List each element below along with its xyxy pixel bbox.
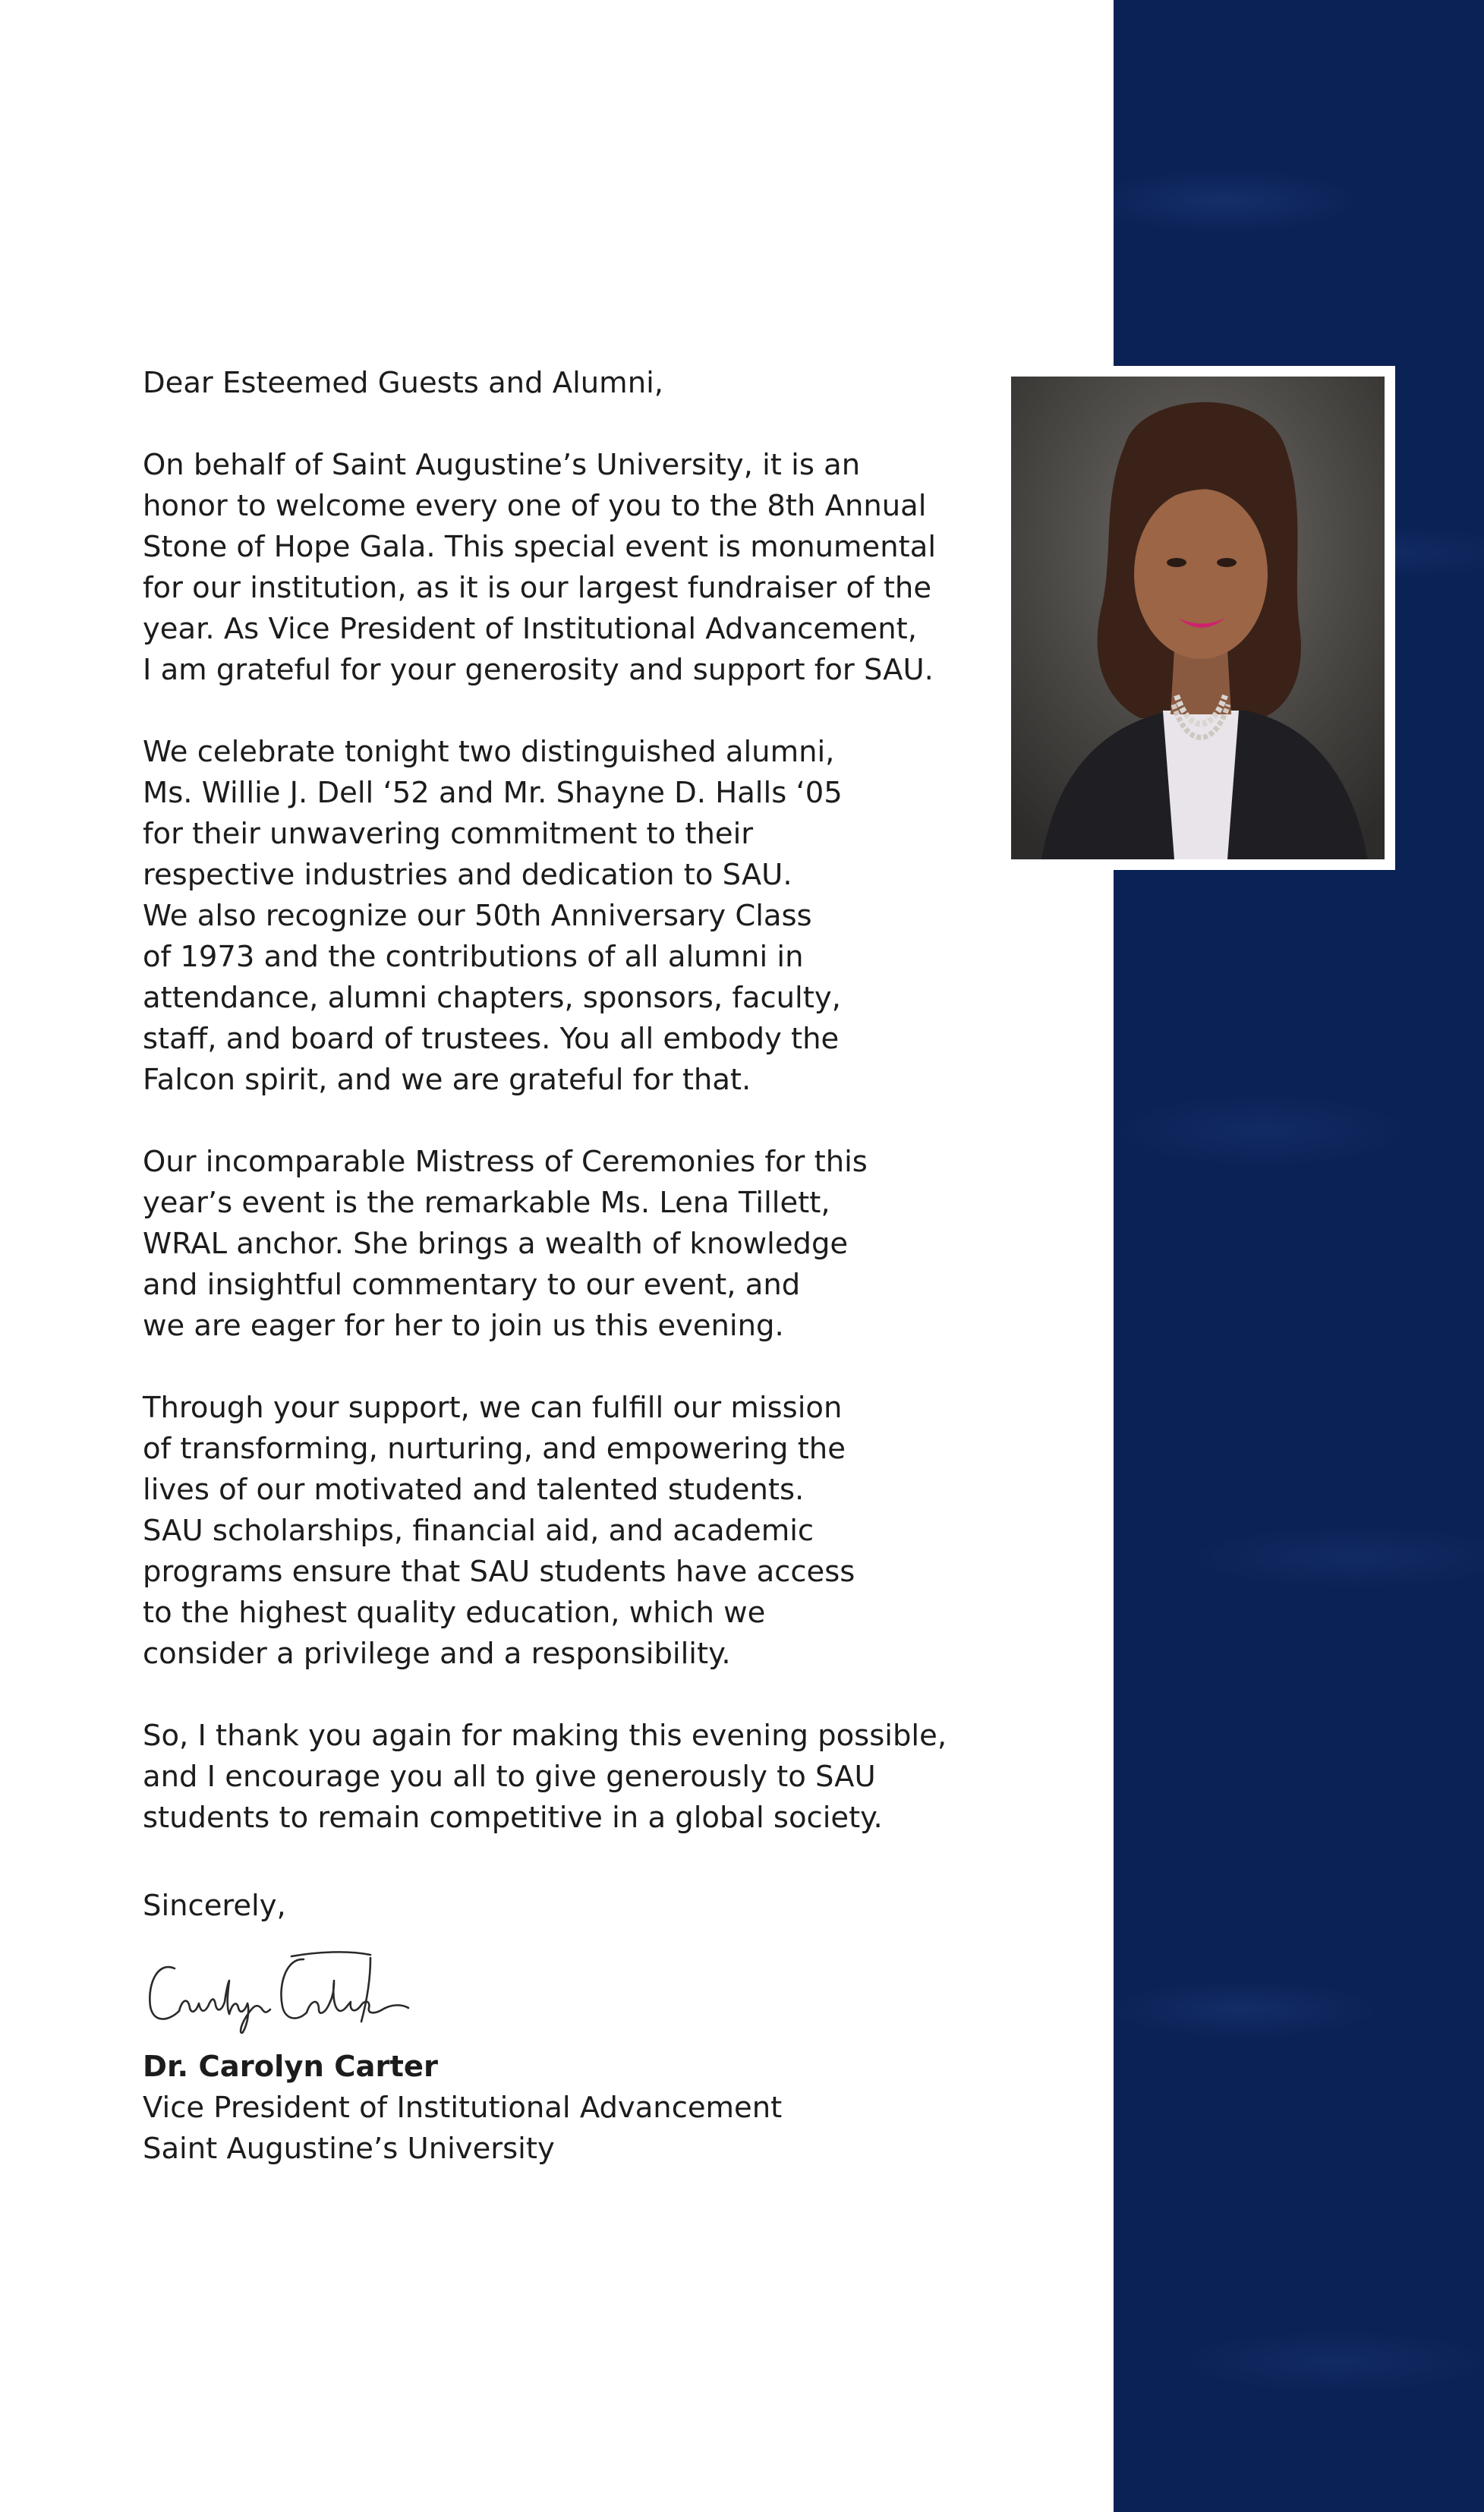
signer-name: Dr. Carolyn Carter — [143, 2050, 438, 2084]
handwritten-signature — [143, 1938, 439, 2037]
paragraph-3: Our incomparable Mistress of Ceremonies for this year’s event is the remarkable Ms. Lena Tillett, WRAL anchor. She brings a wealth of knowledge and insightful commentary to our event, and we are eager for her to join us this evening. — [143, 1145, 868, 1343]
paragraph-1: On behalf of Saint Augustine’s University, it is an honor to welcome every one of you to the 8th Annual Stone of Hope Gala. This special event is monumental for our institution, as it is our largest fundraiser of the year. As Vice President of Institutional Advancement, I am grateful for your generosity and support for SAU. — [143, 448, 937, 687]
signer-organization: Saint Augustine’s University — [143, 2132, 555, 2166]
paragraph-4: Through your support, we can fulfill our mission of transforming, nurturing, and empowering the lives of our motivated and talented students. SAU scholarships, financial aid, and academic programs ensure that SAU students have access to the highest quality education, which we consider a privilege and a responsibility. — [143, 1391, 855, 1671]
closing: Sincerely, — [143, 1889, 286, 1923]
signature-block — [143, 2047, 782, 2170]
salutation: Dear Esteemed Guests and Alumni, — [143, 366, 664, 400]
paragraph-5: So, I thank you again for making this evening possible, and I encourage you all to give generously to SAU students to remain competitive in a global society. — [143, 1719, 947, 1835]
portrait-photo — [1011, 377, 1385, 859]
paragraph-2: We celebrate tonight two distinguished alumni, Ms. Willie J. Dell ‘52 and Mr. Shayne D. Halls ‘05 for their unwavering commitment to their respective industries and dedication to SAU. We also recognize our 50th Anniversary Class of 1973 and the contributions of all alumni in attendance, alumni chapters, sponsors, faculty, staff, and board of trustees. You all embody the Falcon spirit, and we are grateful for that. — [143, 735, 843, 1097]
letter-body — [143, 363, 993, 1880]
signer-title: Vice President of Institutional Advancement — [143, 2091, 783, 2125]
portrait-frame — [1000, 366, 1395, 870]
